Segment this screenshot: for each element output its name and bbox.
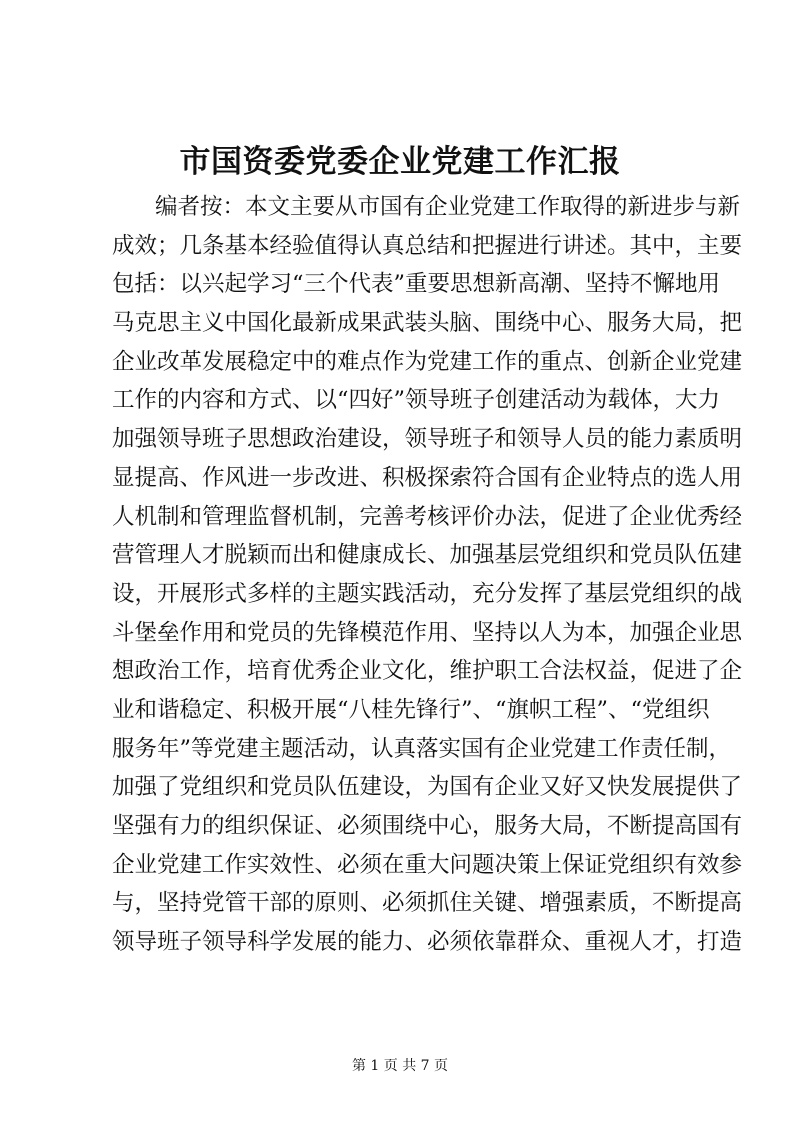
- body-line: 马克思主义中国化最新成果武装头脑、围绕中心、服务大局，把: [112, 310, 743, 337]
- body-line: 包括：以兴起学习“三个代表”重要思想新高潮、坚持不懈地用: [112, 271, 721, 298]
- body-line: 成效；几条基本经验值得认真总结和把握进行讲述。其中，主要: [112, 232, 743, 259]
- document-body: [112, 188, 743, 962]
- body-line: 服务年”等党建主题活动，认真落实国有企业党建工作责任制，: [112, 735, 732, 762]
- page-footer: [0, 1056, 800, 1076]
- body-line: 工作的内容和方式、以“四好”领导班子创建活动为载体，大力: [112, 387, 721, 414]
- body-line: 领导班子领导科学发展的能力、必须依靠群众、重视人才，打造: [112, 929, 743, 956]
- body-line: 企业改革发展稳定中的难点作为党建工作的重点、创新企业党建: [112, 348, 743, 375]
- body-line: 人机制和管理监督机制，完善考核评价办法，促进了企业优秀经: [112, 503, 743, 530]
- body-line: 加强了党组织和党员队伍建设，为国有企业又好又快发展提供了: [112, 774, 743, 801]
- body-line: 显提高、作风进一步改进、积极探索符合国有企业特点的选人用: [112, 464, 743, 491]
- body-line: 加强领导班子思想政治建设，领导班子和领导人员的能力素质明: [112, 426, 743, 453]
- body-line: 想政治工作，培育优秀企业文化，维护职工合法权益，促进了企: [112, 658, 743, 685]
- document-title: 市国资委党委企业党建工作汇报: [179, 144, 621, 180]
- page-number-total: 共 7 页: [402, 1058, 449, 1074]
- body-line: 企业党建工作实效性、必须在重大问题决策上保证党组织有效参: [112, 851, 743, 878]
- body-line: 编者按：本文主要从市国有企业党建工作取得的新进步与新: [155, 194, 741, 220]
- body-line: 设，开展形式多样的主题实践活动，充分发挥了基层党组织的战: [112, 580, 743, 607]
- body-line: 坚强有力的组织保证、必须围绕中心，服务大局，不断提高国有: [112, 813, 743, 839]
- body-line: 营管理人才脱颖而出和健康成长、加强基层党组织和党员队伍建: [112, 542, 743, 569]
- page-number-current: 第 1 页: [351, 1058, 398, 1074]
- body-line: 斗堡垒作用和党员的先锋模范作用、坚持以人为本，加强企业思: [112, 619, 743, 646]
- body-line: 与，坚持党管干部的原则、必须抓住关键、增强素质，不断提高: [112, 890, 743, 917]
- body-line: 业和谐稳定、积极开展“八桂先锋行”、“旗帜工程”、“党组织: [112, 696, 710, 723]
